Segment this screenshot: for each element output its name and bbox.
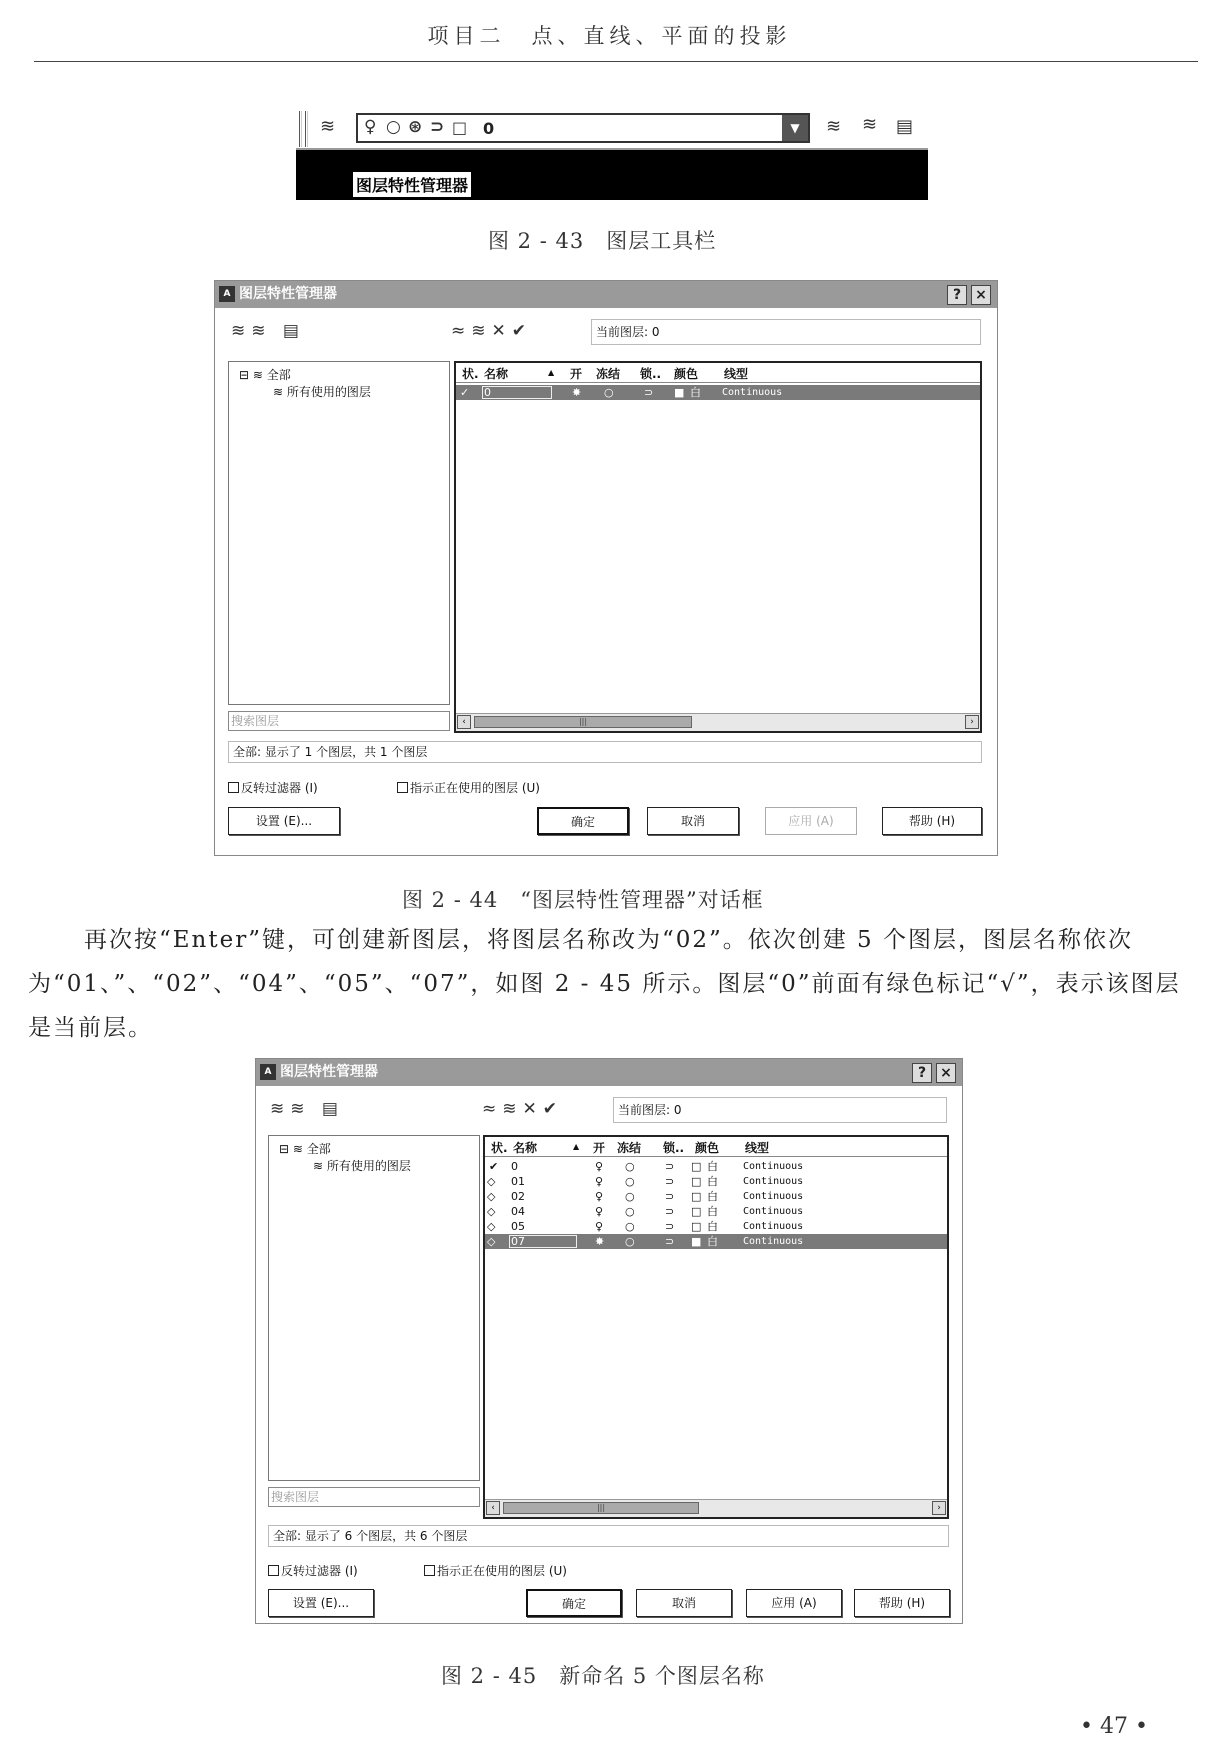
on-bulb-icon[interactable]: ✸ [595, 1235, 605, 1248]
apply-button[interactable]: 应用 (A) [746, 1589, 842, 1617]
on-bulb-icon[interactable]: ♀ [595, 1220, 604, 1233]
layer-properties-icon[interactable]: ≋ [320, 116, 336, 137]
color-swatch-icon[interactable]: ■ [674, 386, 685, 399]
make-current-icon[interactable]: ≋ [826, 116, 842, 137]
layer-row[interactable] [485, 1174, 947, 1189]
color-swatch-icon[interactable]: ■ [691, 1235, 702, 1248]
help-button[interactable]: 帮助 (H) [882, 807, 982, 835]
layer-color-cell[interactable]: 白 [707, 1190, 718, 1203]
app-icon: A [219, 286, 235, 302]
invert-filter-checkbox[interactable] [268, 1562, 358, 1579]
on-bulb-icon[interactable]: ♀ [595, 1190, 604, 1203]
checkbox-box[interactable] [268, 1565, 279, 1576]
layers-icon: ≋ [313, 1159, 324, 1173]
layer-tools[interactable] [482, 1099, 563, 1119]
col-status[interactable]: 状. [462, 367, 479, 381]
lock-icon[interactable]: ⊃ [665, 1190, 675, 1203]
layer-list-header [485, 1137, 947, 1157]
layer-list[interactable] [454, 361, 982, 733]
help-icon[interactable]: ? [947, 285, 967, 305]
col-linetype[interactable]: 线型 [724, 367, 749, 381]
layer-toolbar [296, 108, 928, 150]
new-property-filter-icon[interactable]: ≋ [231, 321, 252, 341]
apply-button[interactable]: 应用 (A) [765, 807, 857, 835]
layer-row[interactable] [485, 1204, 947, 1219]
invert-filter-checkbox[interactable] [228, 779, 318, 796]
status-text: 全部: 显示了 6 个图层，共 6 个图层 [268, 1525, 949, 1547]
dialog-title: 图层特性管理器 [280, 1064, 378, 1080]
col-freeze[interactable]: 冻结 [617, 1141, 642, 1155]
tree-node-all[interactable]: ⊟ ≋ 全部 [279, 1142, 331, 1156]
header-rule [34, 61, 1198, 62]
tree-node-label: 全部 [306, 1142, 331, 1156]
scroll-right-icon[interactable]: › [965, 715, 979, 729]
checkbox-box[interactable] [228, 782, 239, 793]
color-swatch-icon: □ [452, 118, 468, 137]
col-color[interactable]: 颜色 [695, 1141, 720, 1155]
layer-linetype-cell[interactable]: Continuous [743, 1221, 804, 1232]
col-lock[interactable]: 锁.. [663, 1141, 685, 1155]
layer-combo[interactable] [356, 113, 810, 143]
checkbox-box[interactable] [424, 1565, 435, 1576]
close-icon[interactable]: × [936, 1063, 956, 1083]
lock-icon[interactable]: ⊃ [665, 1160, 675, 1173]
layer-combo-value: 0 [483, 119, 495, 138]
color-swatch-icon[interactable]: □ [691, 1175, 702, 1188]
ok-button[interactable]: 确定 [537, 807, 629, 835]
current-layer-label: 当前图层: 0 [591, 319, 981, 345]
app-icon: A [260, 1064, 276, 1080]
settings-button[interactable]: 设置 (E)... [268, 1589, 374, 1617]
tree-node-used[interactable] [273, 383, 371, 400]
scroll-thumb[interactable]: ||| [474, 716, 692, 728]
layer-color-cell[interactable]: 白 [707, 1205, 718, 1218]
layer-name-cell[interactable]: 02 [511, 1190, 525, 1203]
freeze-sun-icon[interactable]: ○ [625, 1160, 635, 1173]
current-layer-check-icon: ✓ [460, 386, 470, 399]
chevron-down-icon[interactable]: ▼ [782, 115, 808, 141]
sort-arrow-icon: ▲ [573, 1142, 580, 1151]
tree-node-label: 所有使用的图层 [286, 385, 371, 399]
status-text: 全部: 显示了 1 个图层，共 1 个图层 [228, 741, 982, 763]
layer-states-icon[interactable]: ▤ [321, 1099, 344, 1119]
running-header: 项目二 点、直线、平面的投影 [427, 24, 792, 48]
layer-status-icon: ◇ [487, 1220, 496, 1233]
checkbox-box[interactable] [397, 782, 408, 793]
layer-linetype-cell[interactable]: Continuous [743, 1236, 804, 1247]
new-layer-vp-frozen-icon[interactable]: ≋ [502, 1099, 523, 1119]
set-current-icon[interactable]: ✔ [542, 1099, 563, 1119]
cancel-button[interactable]: 取消 [636, 1589, 732, 1617]
layer-name-cell[interactable]: 01 [511, 1175, 525, 1188]
indicate-used-checkbox[interactable] [397, 779, 540, 796]
set-current-icon[interactable]: ✔ [511, 321, 532, 341]
horizontal-scrollbar[interactable] [485, 1499, 947, 1517]
color-swatch-icon[interactable]: □ [691, 1205, 702, 1218]
current-layer-label: 当前图层: 0 [613, 1097, 947, 1123]
layer-list-header [456, 363, 980, 383]
layers-icon: ≋ [252, 368, 263, 382]
checkbox-label: 反转过滤器 (I) [241, 781, 318, 795]
color-swatch-icon[interactable]: □ [691, 1190, 702, 1203]
layer-name-cell[interactable]: 0 [511, 1160, 518, 1173]
layer-status-icon: ◇ [487, 1235, 496, 1248]
layer-state-icon[interactable]: ▤ [896, 116, 914, 137]
layer-linetype-cell[interactable]: Continuous [743, 1191, 804, 1202]
toolbar-grip[interactable] [305, 111, 308, 147]
col-on[interactable]: 开 [593, 1141, 606, 1155]
indicate-used-checkbox[interactable] [424, 1562, 567, 1579]
color-swatch-icon[interactable]: □ [691, 1160, 702, 1173]
layer-linetype-cell[interactable]: Continuous [743, 1176, 804, 1187]
scroll-left-icon[interactable]: ‹ [486, 1501, 500, 1515]
tree-node-label: 所有使用的图层 [326, 1159, 411, 1173]
layers-icon: ≋ [273, 385, 284, 399]
lock-icon[interactable]: ⊃ [665, 1235, 675, 1248]
lock-icon: ⊃ [430, 117, 445, 137]
layer-row[interactable] [485, 1234, 947, 1249]
layer-status-icon: ◇ [487, 1175, 496, 1188]
layer-color-cell[interactable]: 白 [707, 1160, 718, 1173]
col-on[interactable]: 开 [570, 367, 583, 381]
freeze-sun-icon[interactable]: ○ [625, 1190, 635, 1203]
layer-previous-icon[interactable]: ≋ [862, 114, 878, 135]
layer-name-cell[interactable]: 04 [511, 1205, 525, 1218]
lock-icon[interactable]: ⊃ [644, 386, 654, 399]
tooltip: 图层特性管理器 [352, 171, 472, 198]
filter-tree[interactable] [268, 1135, 480, 1481]
scroll-left-icon[interactable]: ‹ [457, 715, 471, 729]
sort-arrow-icon: ▲ [548, 368, 555, 377]
layer-row[interactable] [456, 385, 980, 400]
new-layer-icon[interactable]: ≈ [482, 1099, 503, 1119]
filter-tools[interactable] [231, 321, 305, 341]
col-linetype[interactable]: 线型 [745, 1141, 770, 1155]
layer-status-icon: ◇ [487, 1205, 496, 1218]
sun-icon: ○ [386, 117, 401, 137]
freeze-sun-icon[interactable]: ○ [625, 1205, 635, 1218]
layer-manager-dialog [214, 280, 998, 856]
color-swatch-icon[interactable]: □ [691, 1220, 702, 1233]
dialog-title: 图层特性管理器 [239, 286, 337, 302]
col-lock[interactable]: 锁.. [640, 367, 662, 381]
toolbar-grip[interactable] [299, 111, 302, 147]
figure-caption: 图 2 - 43 图层工具栏 [488, 229, 717, 253]
layer-color-cell[interactable]: 白 [707, 1175, 718, 1188]
layer-status-icon: ◇ [487, 1190, 496, 1203]
on-bulb-icon[interactable]: ♀ [595, 1175, 604, 1188]
layer-color-cell[interactable]: 白 [707, 1235, 718, 1248]
settings-button[interactable]: 设置 (E)... [228, 807, 340, 835]
on-bulb-icon[interactable]: ♀ [595, 1205, 604, 1218]
body-paragraph: 再次按“Enter”键，可创建新图层，将图层名称改为“02”。依次创建 5 个图层，图层名称依次为“01、”、“02”、“04”、“05”、“07”，如图 2 - 45 所示。图层“0”前面有绿色标记“√”，表示该图层是当前层。 [28, 927, 1181, 1041]
tree-node-label: 全部 [266, 368, 291, 382]
figure-caption: 图 2 - 44 “图层特性管理器”对话框 [402, 888, 764, 912]
layer-tools[interactable] [451, 321, 532, 341]
dialog-title-bar [256, 1059, 962, 1086]
freeze-sun-icon[interactable]: ○ [625, 1220, 635, 1233]
layer-list[interactable] [483, 1135, 949, 1519]
layer-linetype-cell[interactable]: Continuous [743, 1161, 804, 1172]
scroll-right-icon[interactable]: › [932, 1501, 946, 1515]
tree-node-used[interactable] [313, 1157, 411, 1174]
layer-name-cell[interactable]: 07 [509, 1235, 577, 1248]
lock-icon[interactable]: ⊃ [665, 1205, 675, 1218]
lock-icon[interactable]: ⊃ [665, 1220, 675, 1233]
layer-linetype-cell[interactable]: Continuous [743, 1206, 804, 1217]
col-status[interactable]: 状. [491, 1141, 508, 1155]
freeze-sun-icon[interactable]: ○ [604, 386, 614, 399]
new-group-filter-icon[interactable]: ≋ [290, 1099, 311, 1119]
layers-icon: ≋ [292, 1142, 303, 1156]
col-color[interactable]: 颜色 [674, 367, 699, 381]
checkbox-label: 指示正在使用的图层 (U) [437, 1564, 567, 1578]
filter-tools[interactable] [270, 1099, 344, 1119]
scroll-thumb[interactable]: ||| [503, 1502, 699, 1514]
on-bulb-icon[interactable]: ♀ [595, 1160, 604, 1173]
tree-node-all[interactable]: ⊟ ≋ 全部 [239, 368, 291, 382]
layer-row[interactable] [485, 1189, 947, 1204]
checkbox-label: 指示正在使用的图层 (U) [410, 781, 540, 795]
freeze-sun-icon[interactable]: ○ [625, 1235, 635, 1248]
checkbox-label: 反转过滤器 (I) [281, 1564, 358, 1578]
layer-color-cell[interactable]: 白 [707, 1220, 718, 1233]
figure-caption: 图 2 - 45 新命名 5 个图层名称 [441, 1664, 765, 1688]
layer-states-icon[interactable]: ▤ [282, 321, 305, 341]
new-layer-vp-frozen-icon[interactable]: ≋ [471, 321, 492, 341]
layer-name-cell[interactable]: 05 [511, 1220, 525, 1233]
col-name[interactable]: 名称 [484, 367, 509, 381]
layer-row[interactable] [485, 1219, 947, 1234]
layer-color-cell[interactable]: 白 [690, 386, 701, 399]
filter-tree[interactable] [228, 361, 450, 705]
bulb-icon: ♀ [364, 117, 377, 137]
layer-row[interactable] [485, 1159, 947, 1174]
layer-toolbar-figure [296, 108, 928, 200]
ok-button[interactable]: 确定 [526, 1589, 622, 1617]
help-icon[interactable]: ? [912, 1063, 932, 1083]
layer-name-cell[interactable]: 0 [482, 386, 552, 399]
search-input[interactable]: 搜索图层 [228, 711, 450, 731]
search-input[interactable]: 搜索图层 [268, 1487, 480, 1507]
new-property-filter-icon[interactable]: ≋ [270, 1099, 291, 1119]
dialog-title-bar [215, 281, 997, 308]
cancel-button[interactable]: 取消 [647, 807, 739, 835]
freeze-sun-icon[interactable]: ○ [625, 1175, 635, 1188]
page-number: • 47 • [1080, 1714, 1148, 1739]
help-button[interactable]: 帮助 (H) [854, 1589, 950, 1617]
delete-layer-icon[interactable]: ✕ [522, 1099, 543, 1119]
layer-manager-dialog [255, 1058, 963, 1624]
close-icon[interactable]: × [971, 285, 991, 305]
on-bulb-icon[interactable]: ✸ [572, 386, 582, 399]
col-name[interactable]: 名称 [513, 1141, 538, 1155]
current-layer-check-icon: ✔ [489, 1160, 499, 1173]
new-layer-icon[interactable]: ≈ [451, 321, 472, 341]
col-freeze[interactable]: 冻结 [596, 367, 621, 381]
viewport-freeze-icon: ⊛ [408, 117, 423, 137]
horizontal-scrollbar[interactable] [456, 713, 980, 731]
new-group-filter-icon[interactable]: ≋ [251, 321, 272, 341]
lock-icon[interactable]: ⊃ [665, 1175, 675, 1188]
delete-layer-icon[interactable]: ✕ [491, 321, 512, 341]
layer-linetype-cell[interactable]: Continuous [722, 387, 783, 398]
